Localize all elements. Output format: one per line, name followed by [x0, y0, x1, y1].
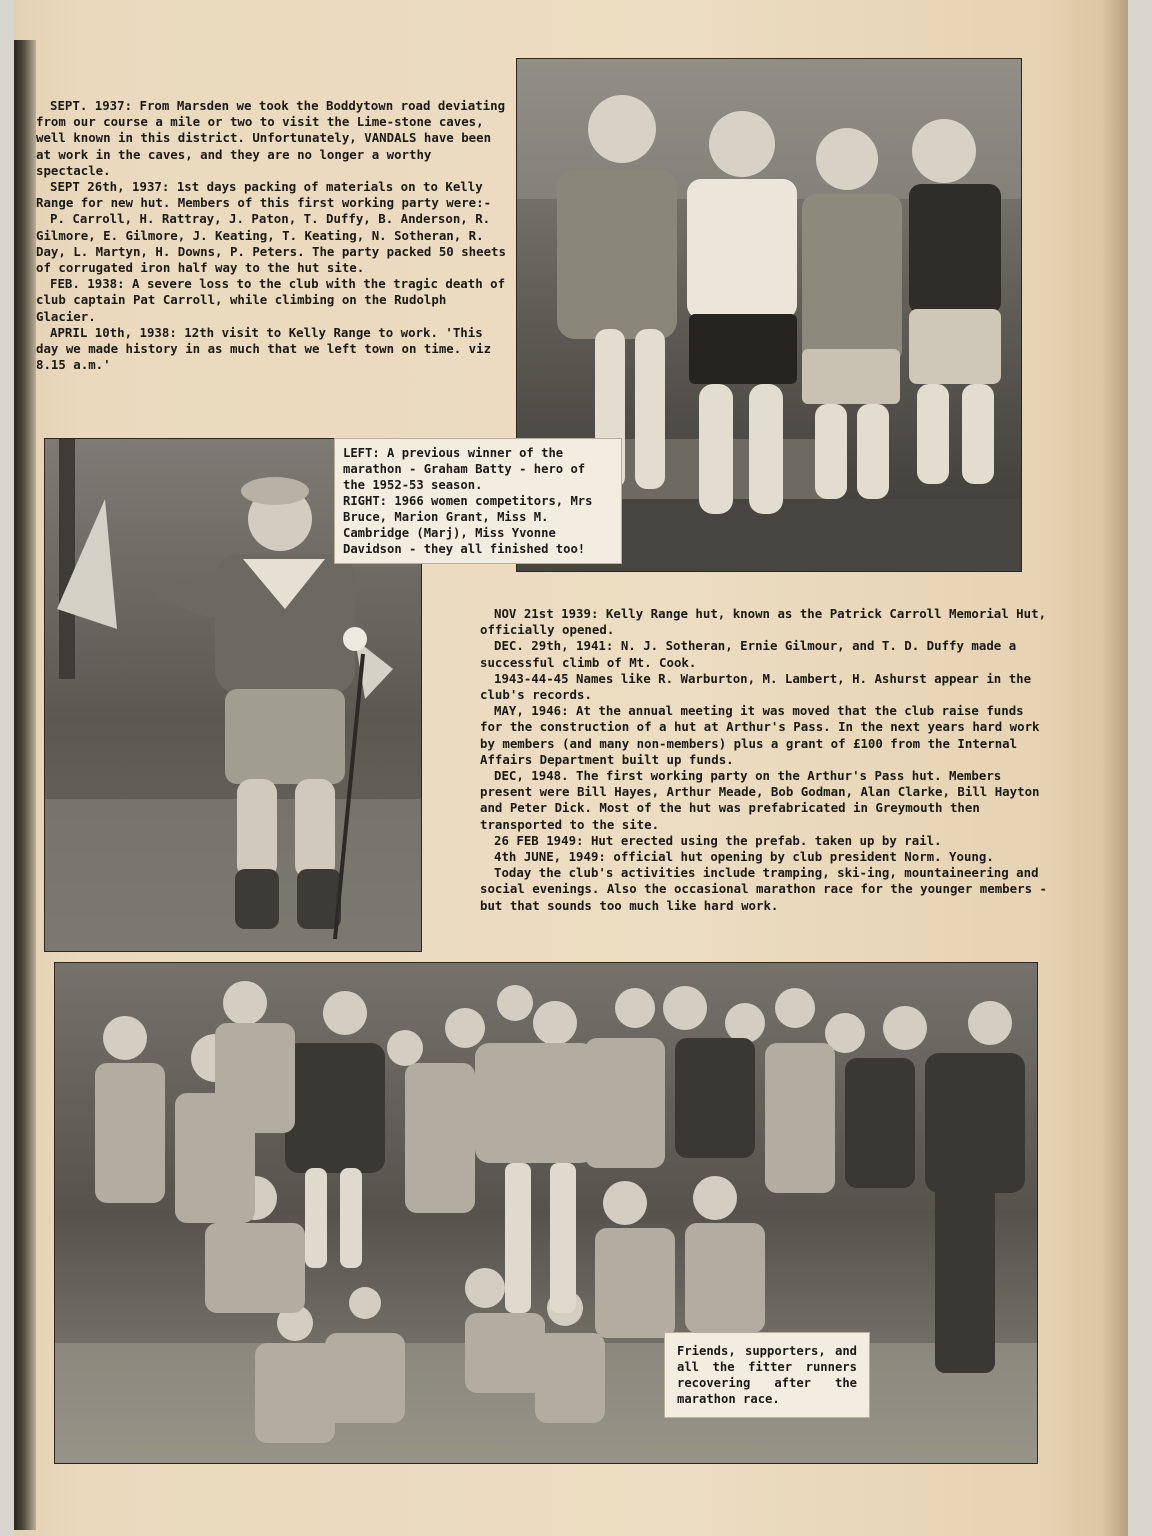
paragraph-members-list: P. Carroll, H. Rattray, J. Paton, T. Duffy, B. Anderson, R. Gilmore, E. Gilmore, J. Keating, T. Keating, N. Sotheran, R. Day, L. Martyn, H. Downs, P. Peters. The party packed 50 sheets of corrugated iron half way to the hut site.	[36, 211, 506, 276]
paragraph-feb-1949: 26 FEB 1949: Hut erected using the prefab. taken up by rail.	[494, 832, 942, 848]
paragraph-may-1946: MAY, 1946: At the annual meeting it was moved that the club raise funds for the construction of a hut at Arthur's Pass. In the next years hard work by members (and many non-members) plus a grant of £100 from the Internal Affairs Department built up funds.	[480, 703, 1040, 767]
page-edge-shadow	[1102, 0, 1128, 1536]
paragraph-dec-1948: DEC, 1948. The first working party on the Arthur's Pass hut. Members present were Bill Hayes, Arthur Meade, Bob Godman, Alan Clarke, Bill Hayton and Peter Dick. Most of the hut was prefabricated in Greymouth then transported to the site.	[480, 768, 1040, 832]
paragraph-1943-45: 1943-44-45 Names like R. Warburton, M. Lambert, H. Ashurst appear in the club's records.	[480, 670, 1032, 703]
paragraph-sept-1937: SEPT. 1937: From Marsden we took the Boddytown road deviating from our course a mile or two to visit the Lime-stone caves, well known in this district. Unfortunately, VANDALS have been at work in the caves, and they are no longer a worthy spectacle.	[36, 98, 506, 178]
paragraph-feb-1938: FEB. 1938: A severe loss to the club with the tragic death of club captain Pat Carroll, while climbing on the Rudolph Glacier.	[36, 276, 506, 324]
caption-right-women-competitors: RIGHT: 1966 women competitors, Mrs Bruce, Marion Grant, Miss M. Cambridge (Marj), Miss Yvonne Davidson - they all finished too!	[343, 494, 593, 556]
paragraph-today: Today the club's activities include tramping, ski-ing, mountaineering and social evenings. Also the occasional marathon race for the younger members - but that sounds too much like hard work.	[480, 865, 1047, 913]
paragraph-april-1938: APRIL 10th, 1938: 12th visit to Kelly Range to work. 'This day we made history in as much that we left town on time. viz 8.15 a.m.'	[36, 324, 492, 373]
paragraph-sept-26-1937: SEPT 26th, 1937: 1st days packing of materials on to Kelly Range for new hut. Members of this first working party were:-	[36, 179, 492, 211]
facing-page-edge	[14, 40, 36, 1530]
photo-group-after-marathon	[54, 962, 1038, 1464]
paragraph-june-1949: 4th JUNE, 1949: official hut opening by club president Norm. Young.	[494, 849, 994, 865]
paragraph-nov-1939: NOV 21st 1939: Kelly Range hut, known as the Patrick Carroll Memorial Hut, officially opened.	[480, 606, 1047, 638]
caption-left-graham-batty: LEFT: A previous winner of the marathon - Graham Batty - hero of the 1952-53 season.	[343, 446, 586, 492]
caption-middle	[334, 438, 622, 564]
caption-bottom	[664, 1332, 870, 1418]
paragraph-dec-1941: DEC. 29th, 1941: N. J. Sotheran, Ernie Gilmour, and T. D. Duffy made a successful climb of Mt. Cook.	[480, 638, 1017, 670]
caption-friends-supporters: Friends, supporters, and all the fitter runners recovering after the marathon race.	[677, 1344, 857, 1406]
text-column-middle	[480, 606, 1050, 914]
text-column-top	[36, 98, 506, 373]
